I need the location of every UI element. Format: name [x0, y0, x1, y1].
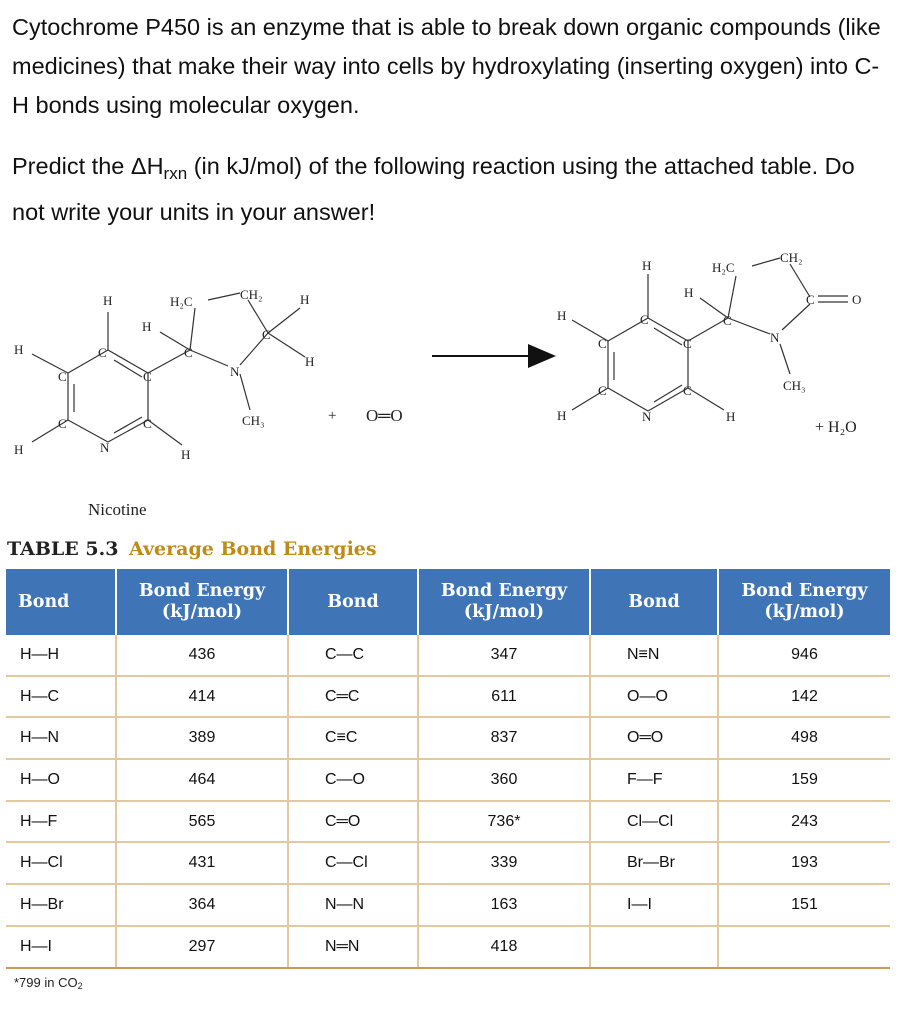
- prompt-end: (in kJ/mol) of the following reaction using the attached table. Do not write your units in your answer!: [12, 153, 855, 225]
- svg-text:C: C: [806, 292, 815, 307]
- svg-text:C: C: [598, 383, 607, 398]
- energy-cell: 565: [116, 801, 288, 843]
- energy-cell: 159: [718, 759, 890, 801]
- bond-cell: C—O: [288, 759, 418, 801]
- bond-cell: [590, 926, 718, 968]
- oxygen-molecule: O═O: [366, 406, 403, 425]
- svg-text:H: H: [14, 442, 24, 457]
- bond-cell: I—I: [590, 884, 718, 926]
- bond-cell: Br—Br: [590, 842, 718, 884]
- bond-cell: F—F: [590, 759, 718, 801]
- energy-cell: 736*: [418, 801, 590, 843]
- bond-cell: H—I: [6, 926, 116, 968]
- table-row: [6, 676, 890, 718]
- bond-cell: C≡C: [288, 717, 418, 759]
- bond-cell: H—Cl: [6, 842, 116, 884]
- question-prompt: [12, 147, 892, 232]
- svg-text:H: H: [305, 354, 315, 369]
- svg-text:N: N: [100, 440, 110, 455]
- energy-cell: 297: [116, 926, 288, 968]
- energy-cell: 418: [418, 926, 590, 968]
- bond-cell: H—C: [6, 676, 116, 718]
- energy-cell: 436: [116, 635, 288, 676]
- svg-text:H: H: [642, 258, 652, 273]
- svg-text:N: N: [230, 364, 240, 379]
- energy-cell: 193: [718, 842, 890, 884]
- table-row: [6, 717, 890, 759]
- bond-cell: H—O: [6, 759, 116, 801]
- energy-cell: 151: [718, 884, 890, 926]
- bond-cell: C═O: [288, 801, 418, 843]
- svg-text:O: O: [852, 292, 862, 307]
- table-number: TABLE 5.3: [7, 538, 119, 560]
- svg-text:H: H: [103, 293, 113, 308]
- header-bond-energy: Bond Energy (kJ/mol): [718, 569, 890, 635]
- svg-text:H: H: [142, 319, 152, 334]
- energy-cell: 414: [116, 676, 288, 718]
- svg-text:C: C: [262, 327, 271, 342]
- energy-cell: 339: [418, 842, 590, 884]
- svg-text:C: C: [98, 345, 107, 360]
- header-bond-energy: Bond Energy (kJ/mol): [418, 569, 590, 635]
- svg-text:CH₃: CH₃: [242, 413, 265, 428]
- water-byproduct: + H₂O: [815, 419, 857, 436]
- table-row: [6, 759, 890, 801]
- reaction-scheme: [0, 250, 899, 530]
- header-bond: Bond: [288, 569, 418, 635]
- bond-cell: C—Cl: [288, 842, 418, 884]
- bond-cell: C—C: [288, 635, 418, 676]
- energy-cell: [718, 926, 890, 968]
- svg-text:H₂C: H₂C: [712, 260, 735, 275]
- header-bond: Bond: [590, 569, 718, 635]
- svg-text:CH₂: CH₂: [780, 250, 803, 265]
- svg-text:CH₂: CH₂: [240, 287, 263, 302]
- nicotine-atom-labels: [14, 287, 314, 462]
- bond-cell: O—O: [590, 676, 718, 718]
- table-title: [7, 538, 377, 560]
- svg-text:C: C: [598, 336, 607, 351]
- table-row: [6, 884, 890, 926]
- svg-text:C: C: [58, 369, 67, 384]
- header-bond-energy: Bond Energy (kJ/mol): [116, 569, 288, 635]
- nicotine-label: Nicotine: [88, 500, 147, 519]
- bond-cell: H—F: [6, 801, 116, 843]
- table-row: [6, 926, 890, 968]
- energy-cell: 347: [418, 635, 590, 676]
- table-row: [6, 635, 890, 676]
- svg-text:H: H: [181, 447, 191, 462]
- product-structure: [572, 258, 848, 411]
- energy-cell: 431: [116, 842, 288, 884]
- energy-cell: 464: [116, 759, 288, 801]
- bond-cell: H—H: [6, 635, 116, 676]
- table-name: Average Bond Energies: [129, 538, 377, 560]
- energy-cell: 163: [418, 884, 590, 926]
- bond-cell: N═N: [288, 926, 418, 968]
- svg-text:H: H: [684, 285, 694, 300]
- plus-sign: +: [328, 408, 337, 424]
- bond-cell: N—N: [288, 884, 418, 926]
- svg-text:H: H: [557, 408, 567, 423]
- energy-cell: 389: [116, 717, 288, 759]
- table-footnote: *799 in CO2: [14, 975, 83, 991]
- svg-text:CH₃: CH₃: [783, 378, 806, 393]
- svg-text:H: H: [557, 308, 567, 323]
- bond-cell: N≡N: [590, 635, 718, 676]
- bond-cell: H—Br: [6, 884, 116, 926]
- svg-text:C: C: [58, 416, 67, 431]
- svg-text:N: N: [642, 409, 652, 424]
- energy-cell: 364: [116, 884, 288, 926]
- table-row: [6, 801, 890, 843]
- energy-cell: 611: [418, 676, 590, 718]
- svg-text:H: H: [14, 342, 24, 357]
- energy-cell: 498: [718, 717, 890, 759]
- energy-cell: 243: [718, 801, 890, 843]
- svg-text:C: C: [143, 369, 152, 384]
- svg-text:N: N: [770, 330, 780, 345]
- svg-text:H: H: [726, 409, 736, 424]
- prompt-start: Predict the ΔH: [12, 153, 164, 179]
- bond-energy-table: [6, 569, 890, 969]
- header-bond: Bond: [6, 569, 116, 635]
- table-header-row: [6, 569, 890, 635]
- energy-cell: 142: [718, 676, 890, 718]
- svg-text:C: C: [723, 313, 732, 328]
- energy-cell: 946: [718, 635, 890, 676]
- svg-text:C: C: [640, 312, 649, 327]
- svg-text:H: H: [300, 292, 310, 307]
- bond-cell: H—N: [6, 717, 116, 759]
- energy-cell: 837: [418, 717, 590, 759]
- svg-text:C: C: [683, 336, 692, 351]
- product-atom-labels: [557, 250, 861, 424]
- svg-text:C: C: [184, 345, 193, 360]
- prompt-subscript: rxn: [163, 164, 188, 183]
- table-row: [6, 842, 890, 884]
- bond-cell: C═C: [288, 676, 418, 718]
- svg-text:H₂C: H₂C: [170, 294, 193, 309]
- energy-cell: 360: [418, 759, 590, 801]
- bond-cell: Cl—Cl: [590, 801, 718, 843]
- bond-cell: O═O: [590, 717, 718, 759]
- svg-text:C: C: [683, 383, 692, 398]
- svg-text:C: C: [143, 416, 152, 431]
- question-intro: Cytochrome P450 is an enzyme that is able to break down organic compounds (like medicines) that make their way into cells by hydroxylating (inserting oxygen) into C-H bonds using molecular oxygen.: [12, 14, 881, 118]
